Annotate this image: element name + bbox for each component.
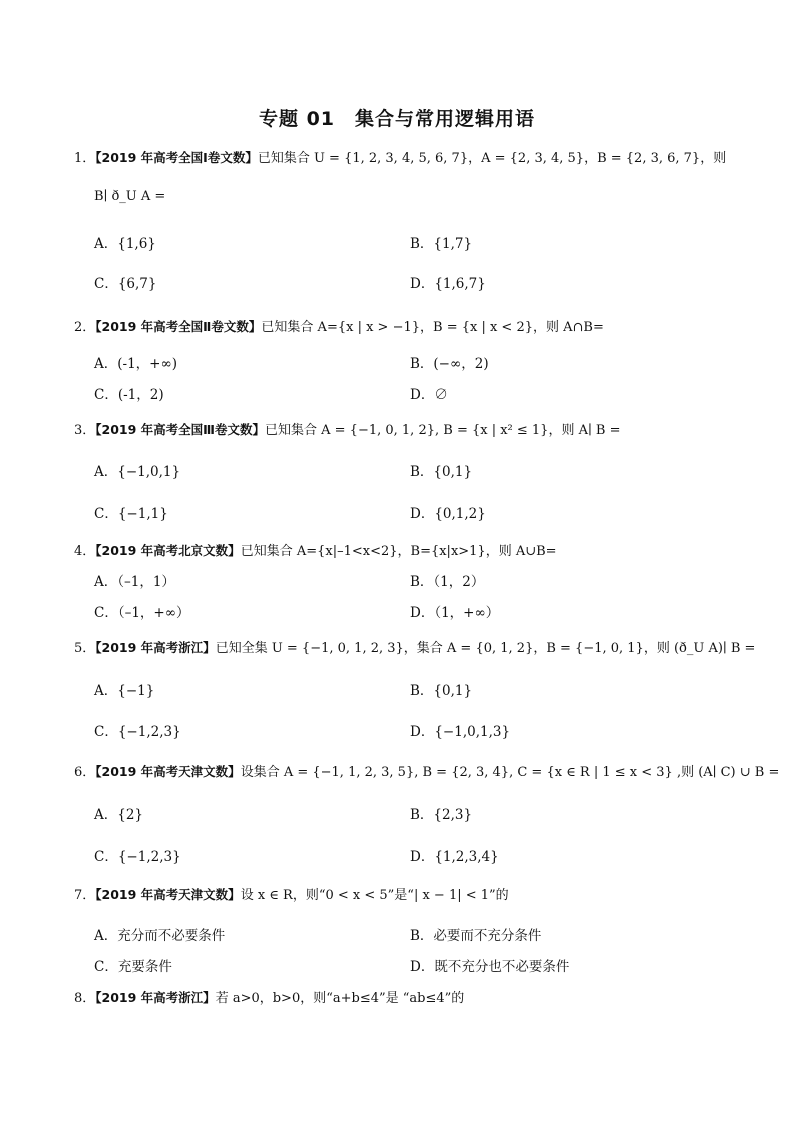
option-c: C．（–1，+∞） xyxy=(94,605,190,621)
question-source: 【2019 年高考天津文数】 xyxy=(95,764,241,779)
option-b: B．{1,7} xyxy=(410,236,473,252)
question-stem: 设集合 A = {−1, 1, 2, 3, 5}, B = {2, 3, 4}, C = {x ∈ R | 1 ≤ x < 3} ,则 (A∣ C) ∪ B = xyxy=(240,765,780,780)
question-number: 7． xyxy=(74,888,96,903)
option-b: B．（1，2） xyxy=(410,574,485,590)
question-8 xyxy=(74,987,464,1006)
question-source: 【2019 年高考北京文数】 xyxy=(95,543,241,558)
option-d: D．{1,2,3,4} xyxy=(410,849,499,865)
question-3 xyxy=(74,419,620,438)
question-number: 5． xyxy=(74,641,96,656)
option-d: D．（1，+∞） xyxy=(410,605,500,621)
question-1-stem-continued: B∣ ð_U A = xyxy=(94,189,166,204)
question-6 xyxy=(74,761,779,780)
option-b: B．{0,1} xyxy=(410,683,473,699)
option-a: A．{1,6} xyxy=(94,236,156,252)
option-c: C．{−1,1} xyxy=(94,506,168,522)
question-stem: 已知集合 U = {1, 2, 3, 4, 5, 6, 7}，A = {2, 3, 4, 5}，B = {2, 3, 6, 7}，则 xyxy=(257,151,727,166)
option-d: D．∅ xyxy=(410,387,448,403)
option-a: A．(-1，+∞) xyxy=(94,356,177,372)
option-c: C．{−1,2,3} xyxy=(94,724,181,740)
option-a: A．{−1,0,1} xyxy=(94,464,181,480)
option-b: B．(−∞，2) xyxy=(410,356,489,372)
question-number: 4． xyxy=(74,544,96,559)
question-7 xyxy=(74,884,509,903)
question-stem: 若 a>0，b>0，则“a+b≤4”是 “ab≤4”的 xyxy=(215,991,465,1006)
question-number: 8． xyxy=(74,991,96,1006)
option-b: B．必要而不充分条件 xyxy=(410,928,542,944)
option-a: A．{2} xyxy=(94,807,144,823)
question-stem: 已知集合 A = {−1, 0, 1, 2}, B = {x | x² ≤ 1}，则 A∣ B = xyxy=(265,423,621,438)
question-4 xyxy=(74,540,557,559)
question-source: 【2019 年高考全国Ⅱ卷文数】 xyxy=(95,319,262,334)
question-source: 【2019 年高考全国Ⅲ卷文数】 xyxy=(95,422,265,437)
question-source: 【2019 年高考浙江】 xyxy=(95,990,216,1005)
option-c: C．{−1,2,3} xyxy=(94,849,181,865)
question-number: 6． xyxy=(74,765,96,780)
question-source: 【2019 年高考浙江】 xyxy=(95,640,216,655)
question-number: 1． xyxy=(74,151,96,166)
option-b: B．{0,1} xyxy=(410,464,473,480)
question-source: 【2019 年高考全国Ⅰ卷文数】 xyxy=(95,150,258,165)
question-stem: 已知集合 A={x|–1<x<2}，B={x|x>1}，则 A∪B= xyxy=(240,544,557,559)
question-number: 3． xyxy=(74,423,96,438)
question-5 xyxy=(74,637,755,656)
option-a: A．（–1，1） xyxy=(94,574,175,590)
option-d: D．{−1,0,1,3} xyxy=(410,724,511,740)
question-1 xyxy=(74,147,726,166)
question-source: 【2019 年高考天津文数】 xyxy=(95,887,241,902)
option-d: D．既不充分也不必要条件 xyxy=(410,959,570,975)
option-a: A．{−1} xyxy=(94,683,155,699)
option-d: D．{0,1,2} xyxy=(410,506,486,522)
option-c: C．{6,7} xyxy=(94,276,157,292)
page-title: 专题 01 集合与常用逻辑用语 xyxy=(258,108,536,130)
option-a: A．充分而不必要条件 xyxy=(94,928,226,944)
option-b: B．{2,3} xyxy=(410,807,473,823)
question-stem: 已知全集 U = {−1, 0, 1, 2, 3}，集合 A = {0, 1, 2}，B = {−1, 0, 1}，则 (ð_U A)∣ B = xyxy=(215,641,756,656)
question-stem: 已知集合 A={x | x > −1}，B = {x | x < 2}，则 A∩B= xyxy=(261,320,604,335)
question-2 xyxy=(74,316,604,335)
question-number: 2． xyxy=(74,320,96,335)
option-d: D．{1,6,7} xyxy=(410,276,486,292)
option-c: C．(-1，2) xyxy=(94,387,164,403)
option-c: C．充要条件 xyxy=(94,959,172,975)
question-stem: 设 x ∈ R，则“0 < x < 5”是“| x − 1| < 1”的 xyxy=(240,888,509,903)
